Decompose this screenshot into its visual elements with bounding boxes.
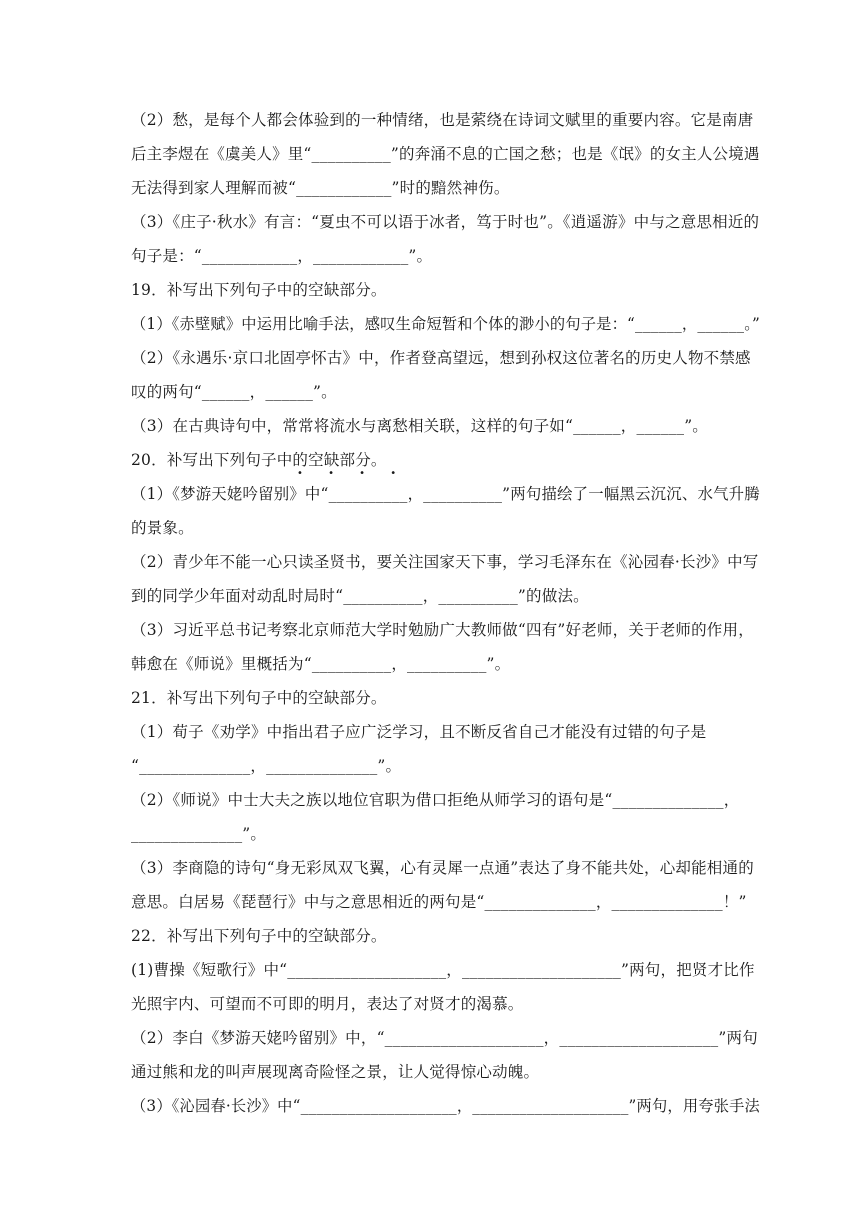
- text-line: （3）《沁园春·长沙》中“____________________，____________________”两句，用夸张手法: [131, 1097, 760, 1115]
- text-line: （1）荀子《劝学》中指出君子应广泛学习，且不断反省自己才能没有过错的句子是: [131, 723, 707, 741]
- text-line: ______________”。: [131, 825, 267, 843]
- question-heading: 22．补写出下列句子中的空缺部分。: [131, 927, 387, 945]
- text-line: 无法得到家人理解而被“____________”时的黯然神伤。: [131, 179, 510, 197]
- text-line: （3）在古典诗句中，常常将流水与离愁相关联，这样的句子如“______，______”。: [131, 417, 709, 435]
- text-line: (1)曹操《短歌行》中“____________________，____________________”两句，把贤才比作: [131, 961, 755, 979]
- text-line: 到的同学少年面对动乱时局时“__________，__________”的做法。: [131, 587, 589, 605]
- text-line: （3）李商隐的诗句“身无彩凤双飞翼，心有灵犀一点通”表达了身不能共处，心却能相通的: [131, 859, 754, 877]
- text-line: “______________，______________”。: [131, 757, 402, 775]
- text-line: （2）《师说》中士大夫之族以地位官职为借口拒绝从师学习的语句是“______________，: [131, 791, 740, 809]
- text-line: 通过熊和龙的叫声展现离奇险怪之景，让人觉得惊心动魄。: [131, 1063, 540, 1081]
- text-line: 意思。白居易《琵琶行》中与之意思相近的两句是“______________，______________！”: [131, 893, 747, 911]
- question-heading: 20．补写出下列句子中的空缺部分。: [131, 451, 387, 469]
- question-heading: 21．补写出下列句子中的空缺部分。: [131, 689, 387, 707]
- text-line: 光照宇内、可望而不可即的明月，表达了对贤才的渴慕。: [131, 995, 524, 1013]
- text-line: （1）《赤壁赋》中运用比喻手法，感叹生命短暂和个体的渺小的句子是：“______，______。”: [131, 315, 761, 333]
- text-line: 的景象。: [131, 519, 194, 537]
- text-line: 韩愈在《师说》里概括为“__________，__________”。: [131, 655, 511, 673]
- text-line: 句子是：“____________，____________”。: [131, 247, 433, 265]
- text-line: （2）《永遇乐·京口北固亭怀古》中，作者登高望远，想到孙权这位著名的历史人物不禁感: [131, 349, 751, 367]
- text-line: 叹的两句“______，______”。: [131, 383, 337, 401]
- question-heading: 19．补写出下列句子中的空缺部分。: [131, 281, 387, 299]
- text-line: （2）愁，是每个人都会体验到的一种情绪，也是萦绕在诗词文赋里的重要内容。它是南唐: [131, 111, 754, 129]
- text-line: （2）李白《梦游天姥吟留别》中，“____________________，____________________”两句: [131, 1029, 758, 1047]
- text-line: （3）习近平总书记考察北京师范大学时勉励广大教师做“四有”好老师，关于老师的作用，: [131, 621, 754, 639]
- text-line: （1）《梦游天姥吟留别》中“__________，__________”两句描绘了一幅黑云沉沉、水气升腾: [131, 485, 760, 503]
- emphasis-dots: • • • •: [297, 468, 408, 479]
- text-line: （3）《庄子·秋水》有言：“夏虫不可以语于冰者，笃于时也”。《逍遥游》中与之意思相近的: [131, 213, 760, 231]
- text-line: 后主李煜在《虞美人》里“__________”的奔涌不息的亡国之愁；也是《氓》的女主人公境遇: [131, 145, 760, 163]
- text-line: （2）青少年不能一心只读圣贤书，要关注国家天下事，学习毛泽东在《沁园春·长沙》中写: [131, 553, 759, 571]
